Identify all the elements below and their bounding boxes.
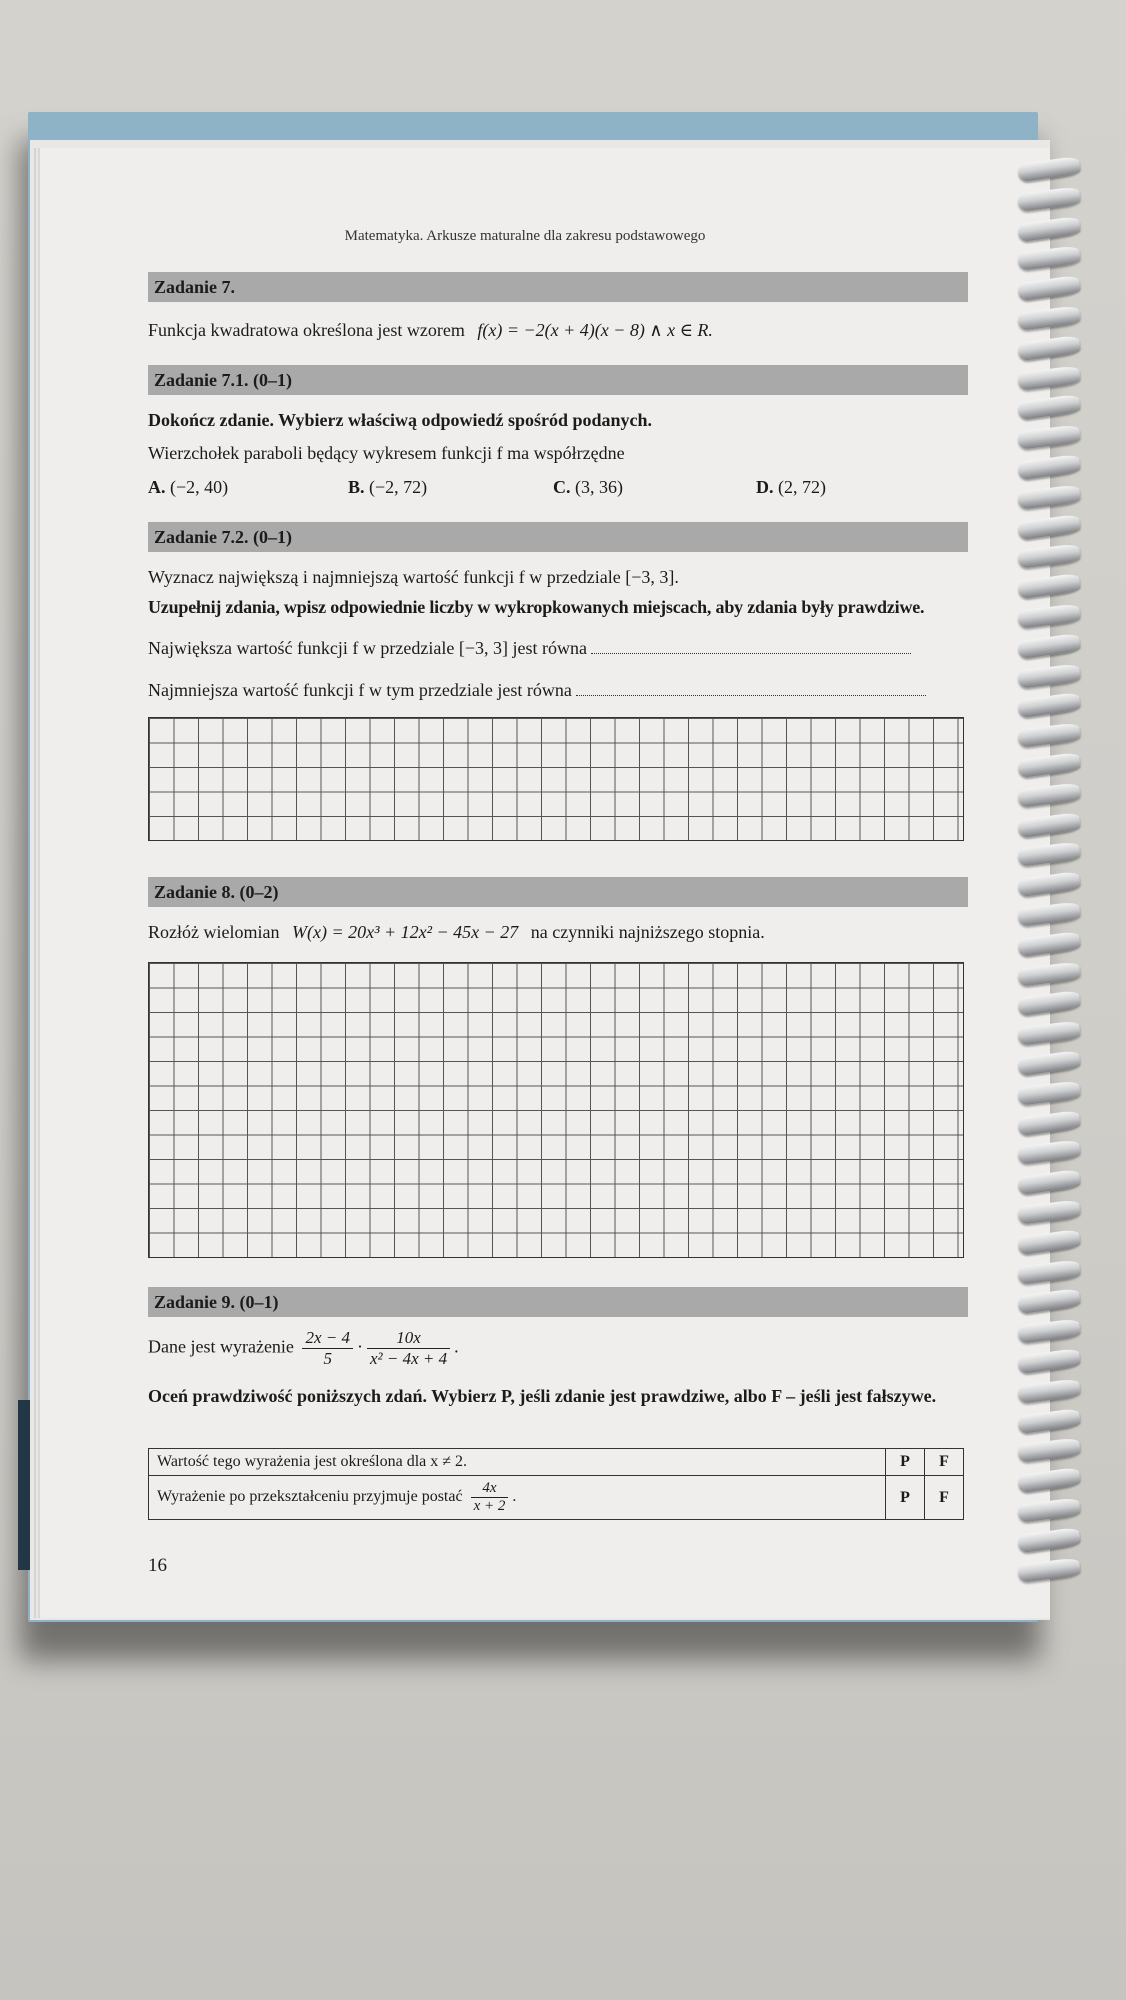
- statement-2-text: Wyrażenie po przekształceniu przyjmuje postać: [157, 1488, 463, 1506]
- statement-1-f[interactable]: F: [925, 1449, 964, 1476]
- spiral-coil: [1017, 513, 1081, 539]
- statement-2-numerator: 4x: [471, 1480, 509, 1498]
- spiral-coil: [1017, 692, 1081, 718]
- spiral-coil: [1017, 454, 1081, 480]
- spiral-coil: [1017, 1169, 1081, 1195]
- statement-2-denominator: x + 2: [473, 1498, 506, 1514]
- task72-question: Wyznacz największą i najmniejszą wartość funkcji f w przedziale [−3, 3].: [148, 567, 679, 587]
- spiral-coil: [1017, 1050, 1081, 1076]
- table-row: [149, 1476, 964, 1520]
- task72-line1: [148, 638, 911, 659]
- spiral-coil: [1017, 1140, 1081, 1165]
- task9-expression: Dane jest wyrażenie $\frac{2x - 4}{5}$ · $\frac{10x}{\text{x² − 4x + 4}}$ .: [148, 1328, 459, 1368]
- task72-instruction: Uzupełnij zdania, wpisz odpowiednie liczby w wykropkowanych miejscach, aby zdania były prawdziwe.: [148, 597, 925, 617]
- option-c-letter: C.: [553, 477, 571, 497]
- spiral-coil: [1017, 633, 1081, 659]
- option-a-text: (−2, 40): [170, 477, 229, 497]
- statement-2-f[interactable]: F: [925, 1476, 964, 1520]
- option-b-letter: B.: [348, 477, 365, 497]
- spiral-coil: [1017, 1020, 1081, 1045]
- spiral-coil: [1017, 990, 1081, 1016]
- task72-title-bar: Zadanie 7.2. (0–1): [148, 522, 968, 552]
- spiral-coil: [1017, 335, 1081, 361]
- spiral-coil: [1017, 186, 1081, 211]
- spiral-coil: [1017, 1497, 1081, 1522]
- spiral-coil: [1017, 871, 1081, 897]
- task72-line2-text: Najmniejsza wartość funkcji f w tym przedziale jest równa: [148, 680, 572, 700]
- spiral-coil: [1017, 1109, 1081, 1135]
- table-row: [149, 1449, 964, 1476]
- spiral-coil: [1017, 1527, 1081, 1553]
- task71-instruction: Dokończ zdanie. Wybierz właściwą odpowiedź spośród podanych.: [148, 410, 653, 430]
- option-a-letter: A.: [148, 477, 166, 497]
- spiral-coil: [1017, 1199, 1081, 1224]
- answer-blank-max[interactable]: [591, 653, 911, 654]
- task8-title-bar: Zadanie 8. (0–2): [148, 877, 968, 907]
- spiral-coil: [1017, 156, 1081, 182]
- task72-work-grid[interactable]: [148, 717, 964, 841]
- spiral-coil: [1017, 1288, 1081, 1314]
- task7-formula: f(x) = −2(x + 4)(x − 8) ∧ x ∈ R.: [477, 320, 713, 340]
- task9-instruction: Oceń prawdziwość poniższych zdań. Wybierz P, jeśli zdanie jest prawdziwe, albo F – jeśli jest fałszywe.: [148, 1386, 937, 1406]
- spiral-coil: [1017, 246, 1081, 271]
- statement-2-fraction: [471, 1480, 509, 1515]
- option-d-letter: D.: [756, 477, 774, 497]
- spiral-binding: [1018, 160, 1088, 1600]
- spiral-coil: [1017, 722, 1081, 747]
- option-c[interactable]: [553, 477, 623, 498]
- fraction-1-numerator: 2x − 4: [302, 1328, 353, 1349]
- task72-line1-text: Największa wartość funkcji f w przedziale [−3, 3] jest równa: [148, 638, 587, 658]
- spiral-coil: [1017, 424, 1081, 449]
- option-d[interactable]: [756, 477, 826, 498]
- spiral-coil: [1017, 961, 1081, 986]
- spiral-coil: [1017, 1080, 1081, 1105]
- statement-2: Wyrażenie po przekształceniu przyjmuje postać $\frac{4x}{x + 2}$ .: [149, 1476, 886, 1520]
- spiral-coil: [1017, 1318, 1081, 1343]
- spiral-coil: [1017, 394, 1081, 420]
- spiral-coil: [1017, 1438, 1081, 1463]
- spiral-coil: [1017, 1259, 1081, 1284]
- spiral-coil: [1017, 1467, 1081, 1493]
- task72-line2: [148, 680, 926, 701]
- task71-title-bar: Zadanie 7.1. (0–1): [148, 365, 968, 395]
- spiral-coil: [1017, 752, 1081, 778]
- option-c-text: (3, 36): [575, 477, 623, 497]
- spiral-coil: [1017, 811, 1081, 837]
- spiral-coil: [1017, 305, 1081, 330]
- spiral-coil: [1017, 484, 1081, 509]
- fraction-1: [302, 1328, 353, 1369]
- spiral-coil: [1017, 573, 1081, 599]
- task71-question: Wierzchołek paraboli będący wykresem funkcji f ma współrzędne: [148, 443, 625, 463]
- spiral-coil: [1017, 603, 1081, 628]
- fraction-2: [367, 1328, 450, 1369]
- task8-text-before: Rozłóż wielomian: [148, 922, 280, 942]
- task8-text: [148, 922, 765, 943]
- task7-text: [148, 320, 713, 341]
- spiral-coil: [1017, 931, 1081, 957]
- spiral-coil: [1017, 365, 1081, 390]
- option-a[interactable]: [148, 477, 228, 498]
- spiral-coil: [1017, 1348, 1081, 1374]
- fraction-1-denominator: 5: [323, 1349, 332, 1368]
- spiral-coil: [1017, 842, 1081, 867]
- answer-blank-min[interactable]: [576, 695, 926, 696]
- spiral-coil: [1017, 1557, 1081, 1582]
- option-b-text: (−2, 72): [369, 477, 428, 497]
- option-b[interactable]: [348, 477, 427, 498]
- true-false-table: [148, 1448, 964, 1520]
- task9-intro: Dane jest wyrażenie: [148, 1336, 294, 1357]
- task8-work-grid[interactable]: [148, 962, 964, 1258]
- spiral-coil: [1017, 782, 1081, 807]
- statement-1: Wartość tego wyrażenia jest określona dla x ≠ 2.: [149, 1449, 886, 1476]
- fraction-2-numerator: 10x: [367, 1328, 450, 1349]
- task7-intro: Funkcja kwadratowa określona jest wzorem: [148, 320, 465, 340]
- page-header: Matematyka. Arkusze maturalne dla zakresu podstawowego: [344, 228, 706, 244]
- spiral-coil: [1017, 1229, 1081, 1255]
- task8-text-after: na czynniki najniższego stopnia.: [530, 922, 765, 942]
- page-number: 16: [148, 1555, 167, 1576]
- spiral-coil: [1017, 1407, 1081, 1433]
- spiral-coil: [1017, 544, 1081, 569]
- statement-1-p[interactable]: P: [886, 1449, 925, 1476]
- option-d-text: (2, 72): [778, 477, 826, 497]
- statement-2-p[interactable]: P: [886, 1476, 925, 1520]
- task7-title-bar: Zadanie 7.: [148, 272, 968, 302]
- task9-title-bar: Zadanie 9. (0–1): [148, 1287, 968, 1317]
- task8-formula: W(x) = 20x³ + 12x² − 45x − 27: [291, 922, 519, 942]
- spiral-coil: [1017, 663, 1081, 688]
- spiral-coil: [1017, 901, 1081, 926]
- fraction-2-denominator: x² − 4x + 4: [369, 1349, 448, 1368]
- spiral-coil: [1017, 1378, 1081, 1403]
- spiral-coil: [1017, 275, 1081, 301]
